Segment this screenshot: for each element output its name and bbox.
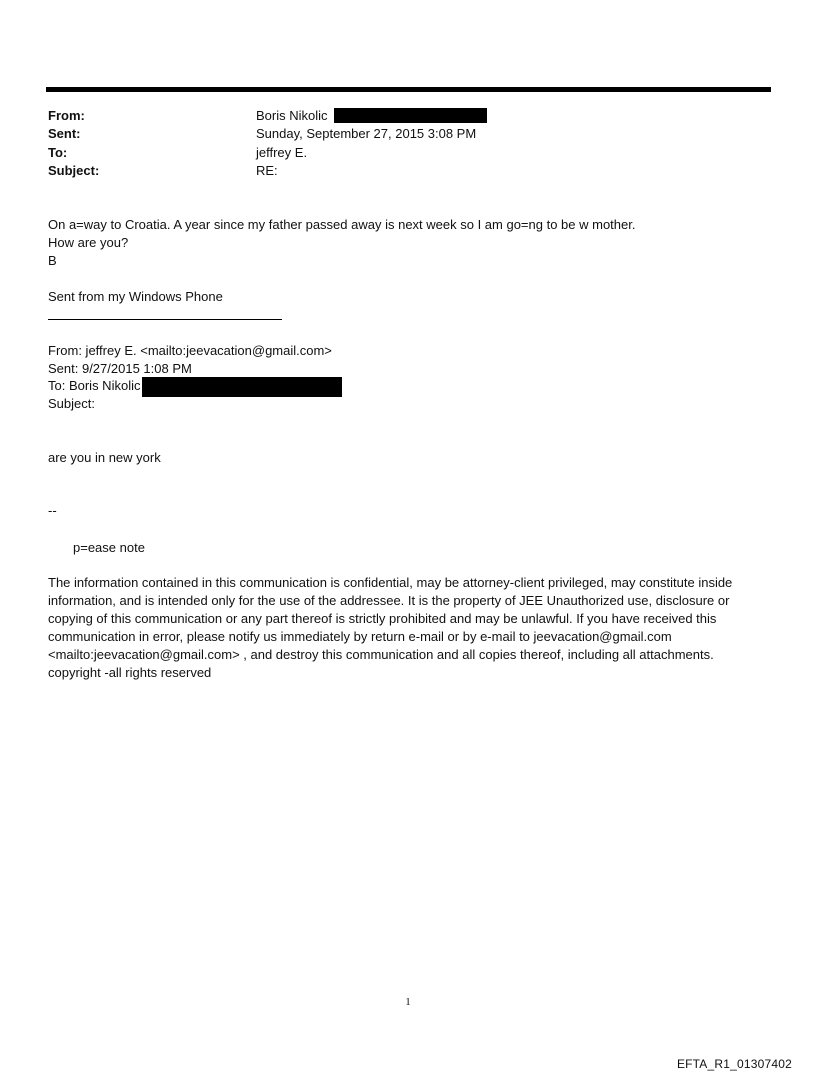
quoted-dashes: -- <box>48 503 57 518</box>
subject-value: RE: <box>256 163 278 178</box>
redaction-block <box>334 108 487 123</box>
quote-separator <box>48 319 282 320</box>
to-value: jeffrey E. <box>256 145 308 160</box>
body-line-2: How are you? <box>48 235 129 250</box>
quoted-sent: Sent: 9/27/2015 1:08 PM <box>48 361 192 376</box>
page-number: 1 <box>405 996 411 1008</box>
quoted-to: To: Boris Nikolic <box>48 378 141 393</box>
redaction-block <box>142 377 342 397</box>
sent-label: Sent: <box>48 126 81 141</box>
subject-label: Subject: <box>48 163 100 178</box>
quoted-from: From: jeffrey E. <mailto:jeevacation@gmail.com> <box>48 343 332 358</box>
header-rule <box>46 87 771 92</box>
quoted-message: are you in new york <box>48 450 161 465</box>
quoted-subject: Subject: <box>48 396 95 411</box>
quoted-note: p=ease note <box>73 540 145 555</box>
from-value: Boris Nikolic <box>256 108 328 123</box>
body-line-1: On a=way to Croatia. A year since my father passed away is next week so I am go=ng to be w mother. <box>48 217 636 232</box>
document-id: EFTA_R1_01307402 <box>676 1057 792 1071</box>
disclaimer: The information contained in this communication is confidential, may be attorney-client privileged, may constitute inside information, and is intended only for the use of the addressee. It is the property of JEE Unauthorized use, disclosure or copying of this communication or any part thereof is strictly prohibited and may be unlawful. If you have received this communication in error, please notify us immediately by return e-mail or by e-mail to jeevacation@gmail.com <mailto:jeevacation@gmail.com> , and destroy this communication and all copies thereof, including all attachments. copyright -all rights reserved <box>48 575 733 680</box>
signature: Sent from my Windows Phone <box>48 289 223 304</box>
body-line-3: B <box>48 253 57 268</box>
sent-value: Sunday, September 27, 2015 3:08 PM <box>256 126 477 141</box>
to-label: To: <box>48 145 68 160</box>
from-label: From: <box>48 108 85 123</box>
